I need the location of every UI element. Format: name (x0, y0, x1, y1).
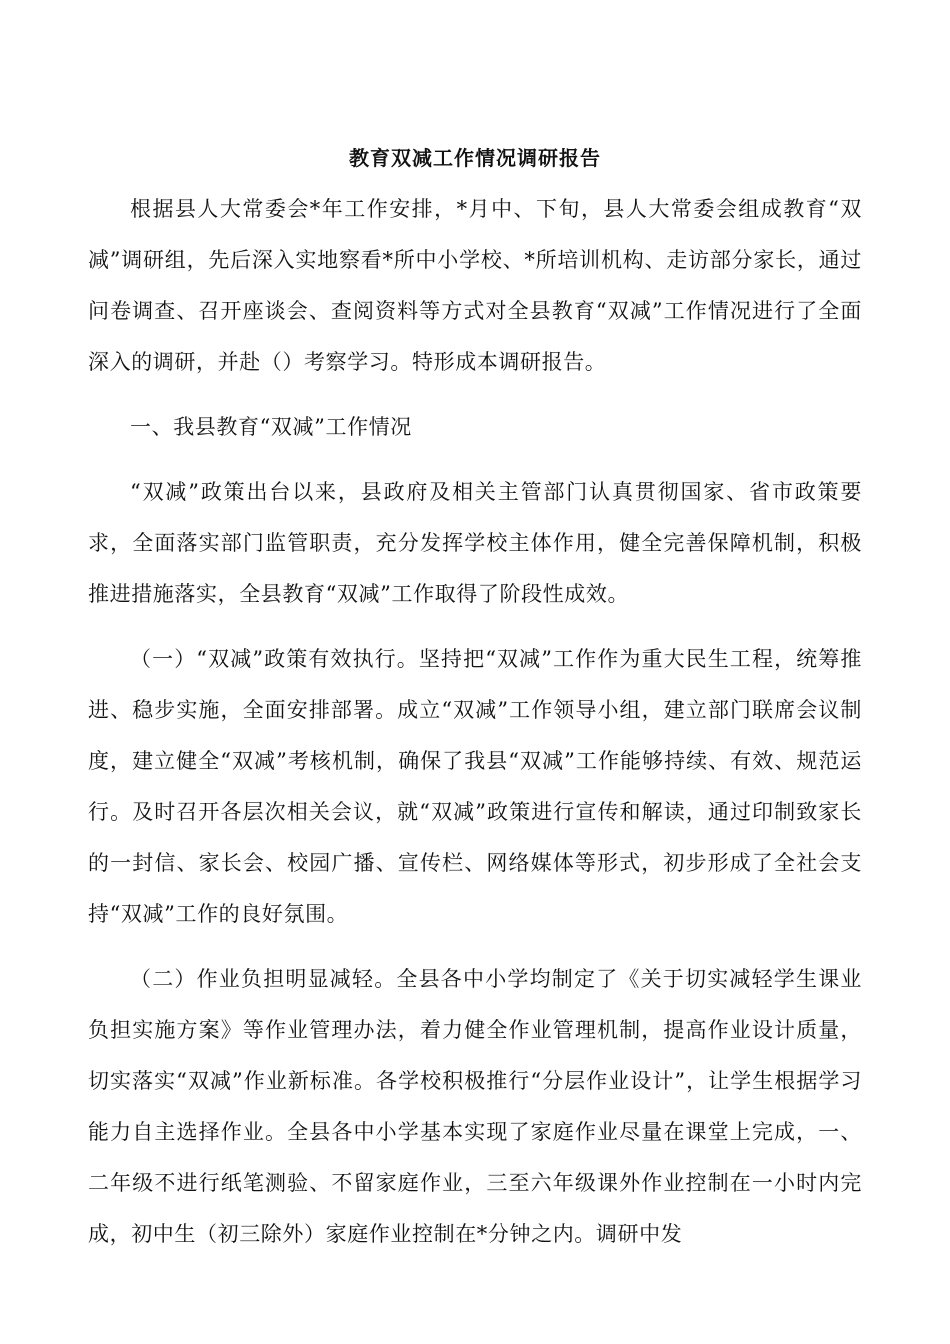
section-heading-1: 一、我县教育“双减”工作情况 (130, 415, 412, 439)
document-title: 教育双减工作情况调研报告 (349, 146, 601, 170)
paragraph-intro: 根据县人大常委会*年工作安排，*月中、下旬，县人大常委会组成教育“双减”调研组，先后深入实地察看*所中小学校、*所培训机构、走访部分家长，通过问卷调查、召开座谈会、查阅资料等方式对全县教育“双减”工作情况进行了全面深入的调研，并赴（）考察学习。特形成本调研报告。 (88, 197, 862, 374)
paragraph-overview: “双减”政策出台以来，县政府及相关主管部门认真贯彻国家、省市政策要求，全面落实部门监管职责，充分发挥学校主体作用，健全完善保障机制，积极推进措施落实，全县教育“双减”工作取得了阶段性成效。 (88, 480, 862, 606)
paragraph-policy-execution: （一）“双减”政策有效执行。坚持把“双减”工作作为重大民生工程，统筹推进、稳步实施，全面安排部署。成立“双减”工作领导小组，建立部门联席会议制度，建立健全“双减”考核机制，确保了我县“双减”工作能够持续、有效、规范运行。及时召开各层次相关会议，就“双减”政策进行宣传和解读，通过印制致家长的一封信、家长会、校园广播、宣传栏、网络媒体等形式，初步形成了全社会支持“双减”工作的良好氛围。 (88, 647, 862, 926)
paragraph-homework-burden: （二）作业负担明显减轻。全县各中小学均制定了《关于切实减轻学生课业负担实施方案》等作业管理办法，着力健全作业管理机制，提高作业设计质量，切实落实“双减”作业新标准。各学校积极推行“分层作业设计”，让学生根据学习能力自主选择作业。全县各中小学基本实现了家庭作业尽量在课堂上完成，一、二年级不进行纸笔测验、不留家庭作业，三至六年级课外作业控制在一小时内完成，初中生（初三除外）家庭作业控制在*分钟之内。调研中发 (88, 967, 862, 1246)
